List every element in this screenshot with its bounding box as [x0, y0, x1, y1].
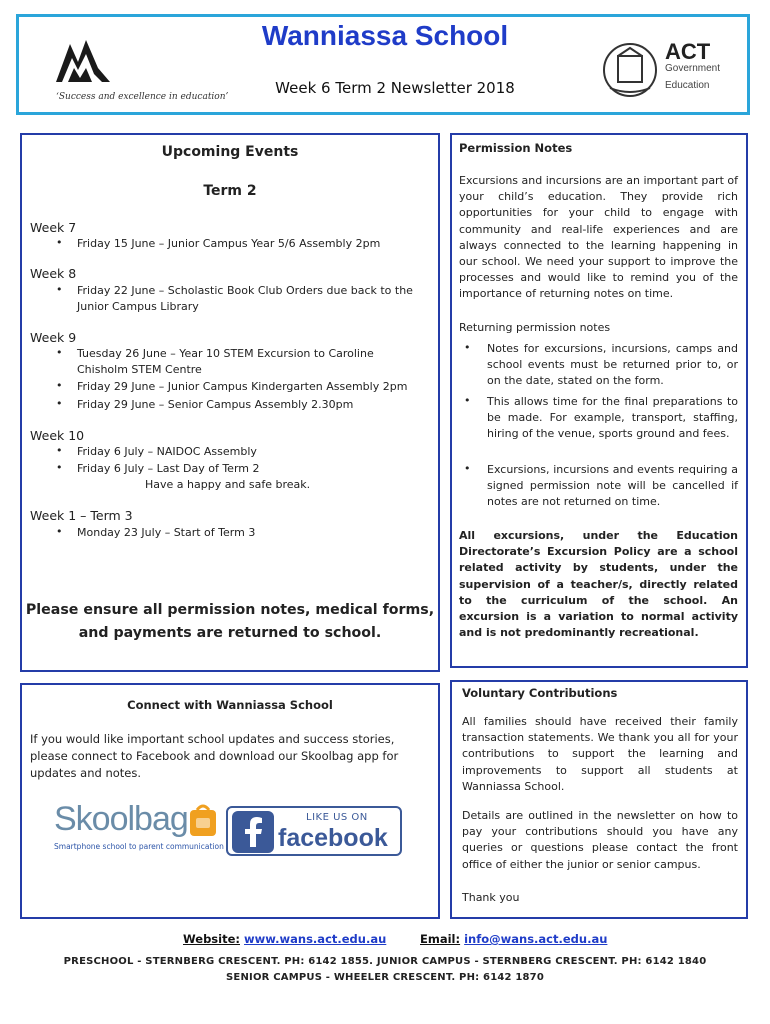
- bullet-icon: •: [56, 461, 63, 474]
- event-item: Junior Campus Library: [77, 300, 199, 313]
- newsletter-title: Week 6 Term 2 Newsletter 2018: [275, 79, 515, 97]
- skoolbag-wordmark: Skoolbag: [54, 800, 188, 838]
- website-link[interactable]: www.wans.act.edu.au: [244, 932, 387, 946]
- footer-email: [420, 932, 607, 946]
- bullet-icon: •: [56, 444, 63, 457]
- event-item: Friday 6 July – NAIDOC Assembly: [77, 445, 257, 458]
- event-item: Friday 29 June – Senior Campus Assembly 2.30pm: [77, 398, 354, 411]
- act-crest-icon: [600, 40, 660, 100]
- facebook-like-text: LIKE US ON: [306, 812, 368, 823]
- footer-website: [183, 932, 386, 946]
- week-heading: Week 10: [30, 428, 85, 443]
- voluntary-thanks: Thank you: [462, 891, 520, 904]
- bullet-icon: •: [56, 379, 63, 392]
- excursion-policy: All excursions, under the Education Directorate’s Excursion Policy are a school related activity by students, under the supervision of a teacher/s, directly related to the curriculum of the school. An excursion is a variation to normal activity and is not predominantly recreational.: [459, 529, 738, 640]
- act-logo-line2: Education: [665, 80, 710, 91]
- week-heading: Week 1 – Term 3: [30, 508, 133, 523]
- bullet-icon: •: [56, 346, 63, 359]
- school-motto: ‘Success and excellence in education’: [56, 92, 229, 102]
- permission-bullet: This allows time for the final preparations to be made. For example, transport, staffing, hiring of the venue, sports ground and fees.: [487, 395, 738, 441]
- website-label: Website:: [183, 932, 240, 946]
- connect-body: If you would like important school updates and success stories, please connect to Facebook and download our Skoolbag app for updates and notes.: [30, 732, 399, 780]
- bullet-icon: •: [56, 236, 63, 249]
- act-government-logo: [665, 41, 720, 91]
- reminder-line: and payments are returned to school.: [78, 625, 382, 641]
- email-label: Email:: [420, 932, 461, 946]
- bullet-icon: •: [56, 525, 63, 538]
- facebook-like-badge[interactable]: [226, 806, 402, 856]
- facebook-wordmark: facebook: [278, 824, 388, 852]
- connect-title: Connect with Wanniassa School: [127, 698, 333, 712]
- permission-title: Permission Notes: [459, 141, 573, 155]
- permission-intro: Excursions and incursions are an important part of your child’s education. They provide rich opportunities for your child to engage with community and real-life experiences and are always connected to the learning happening in our school. We need your support to improve the processes and would like to remind you of the importance of returning notes on time.: [459, 174, 738, 301]
- voluntary-title: Voluntary Contributions: [462, 686, 618, 700]
- permission-list-heading: Returning permission notes: [459, 321, 611, 334]
- event-item: Friday 6 July – Last Day of Term 2: [77, 462, 260, 475]
- bullet-icon: •: [464, 394, 471, 407]
- act-logo-title: ACT: [665, 39, 711, 64]
- event-item: Friday 15 June – Junior Campus Year 5/6 Assembly 2pm: [77, 237, 381, 250]
- bullet-icon: •: [464, 341, 471, 354]
- footer-address-line: PRESCHOOL - STERNBERG CRESCENT. PH: 6142 1855. JUNIOR CAMPUS - STERNBERG CRESCENT. PH: 6142 1840: [63, 956, 707, 967]
- skoolbag-logo[interactable]: [54, 800, 224, 856]
- skoolbag-bag-icon: [188, 802, 218, 838]
- footer-address-line: SENIOR CAMPUS - WHEELER CRESCENT. PH: 6142 1870: [226, 972, 544, 983]
- events-title: Upcoming Events: [161, 144, 299, 160]
- facebook-f-icon: [232, 811, 274, 853]
- permission-bullet: Excursions, incursions and events requiring a signed permission note will be cancelled if notes are not returned on time.: [487, 463, 738, 509]
- event-item: Friday 29 June – Junior Campus Kindergarten Assembly 2pm: [77, 380, 408, 393]
- bullet-icon: •: [56, 283, 63, 296]
- events-subtitle: Term 2: [203, 183, 257, 199]
- bullet-icon: •: [56, 397, 63, 410]
- school-title: Wanniassa School: [261, 20, 509, 51]
- bullet-icon: •: [464, 462, 471, 475]
- event-item: Friday 22 June – Scholastic Book Club Orders due back to the: [77, 284, 413, 297]
- email-link[interactable]: info@wans.act.edu.au: [464, 932, 608, 946]
- event-item: Chisholm STEM Centre: [77, 363, 202, 376]
- week-heading: Week 7: [30, 220, 77, 235]
- act-logo-line1: Government: [665, 63, 721, 74]
- voluntary-para: Details are outlined in the newsletter on how to pay your contributions should you have any queries or questions please contact the front office of either the junior or senior campus.: [462, 809, 738, 871]
- event-item: Tuesday 26 June – Year 10 STEM Excursion to Caroline: [77, 347, 374, 360]
- voluntary-para: All families should have received their family transaction statements. We thank you all for your contributions to support the learning and improvements to support all students at Wanniassa School.: [462, 715, 738, 793]
- reminder-line: Please ensure all permission notes, medical forms,: [25, 602, 435, 618]
- permission-bullet: Notes for excursions, incursions, camps and school events must be returned prior to, or on the date, stated on the form.: [487, 342, 738, 388]
- week-heading: Week 9: [30, 330, 77, 345]
- skoolbag-tagline: Smartphone school to parent communication: [54, 842, 224, 851]
- event-item: Have a happy and safe break.: [145, 478, 311, 491]
- week-heading: Week 8: [30, 266, 77, 281]
- event-item: Monday 23 July – Start of Term 3: [77, 526, 256, 539]
